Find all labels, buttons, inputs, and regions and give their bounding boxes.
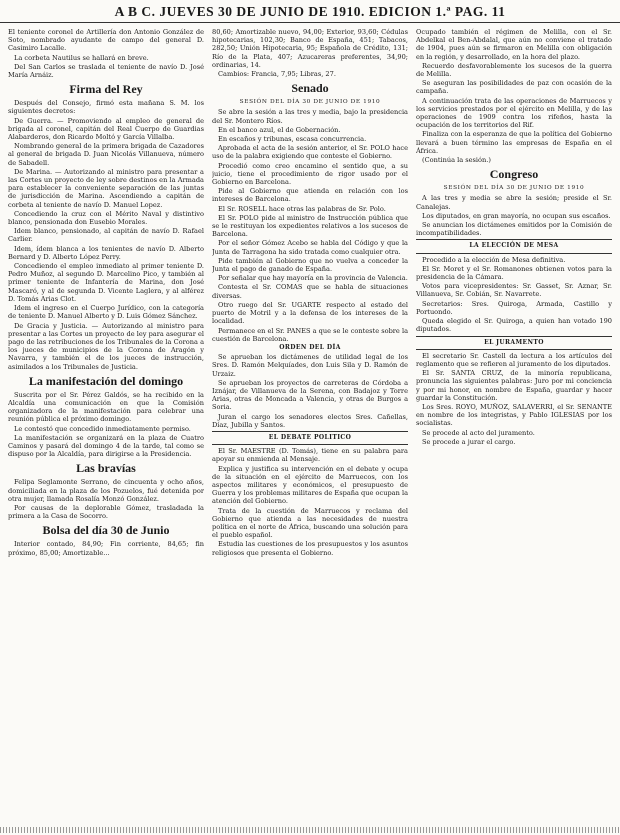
heading-senado: Senado [291,81,329,96]
paragraph: El Sr. POLO pide al ministro de Instrucción pública que se le restituyan los expedientes relativos a los sucesos de Barcelona. [212,213,408,239]
paragraph: La corbeta Nautilus se hallará en breve. [14,53,149,62]
paragraph: Se aprueban los dictámenes de utilidad legal de los Sres. D. Ramón Melquíades, don Luis Sila y D. Ramón de Urzaiz. [212,353,408,378]
paragraph: El secretario Sr. Castell da lectura a los artículos del reglamento que se refieren al juramento de los diputados. [416,351,612,368]
paragraph: Los diputados, en gran mayoría, no ocupan sus escaños. [422,211,611,220]
paragraph: Después del Consejo, firmó esta mañana S. M. los siguientes decretos: [8,99,204,116]
paragraph: Secretarios: Sres. Quiroga, Armada, Castillo y Portuondo. [416,299,612,316]
paragraph: Se procede al acto del juramento. [422,428,535,437]
paragraph: De Marina. — Autorizando al ministro para presentar a las Cortes un proyecto de ley sobre destinos en la Armada para establecer la conveniente separación de las juntas de jurisdicción de Marina. Ascendiendo a capitán de corbeta al teniente de navío D. Manuel Lopez. [8,167,204,209]
paragraph: Idem, ídem blanca a los tenientes de navío D. Alberto Bernard y D. Alberto López Perry. [8,244,204,261]
column-2 [212,28,408,823]
paragraph: Ocupado también el régimen de Melilla, con el Sr. Abdelkal el Ben-Abdalal, que aún no conviene el tratado de 1904, pues aún se firmaron en Melilla con obligación en la región, y desarrollado, en la hora del plazo. [416,28,612,61]
divider [212,431,408,432]
paragraph: Los Sres. ROYO, MUÑOZ, SALAVERRI, el Sr. SENANTE en nombre de los integristas, y Pablo IGLESIAS por los socialistas. [416,402,612,428]
paragraph: Finaliza con la esperanza de que la política del Gobierno llevará a buen término las empresas de España en el África. [416,130,612,155]
paragraph: El teniente coronel de Artillería don Antonio González de Soto, nombrado ayudante de campo del general D. Casimiro Lacalle. [8,28,204,53]
paragraph: Se anuncian los dictámenes emitidos por la Comisión de incompatibilidades. [416,221,612,238]
paragraph: De Gracia y Justicia. — Autorizando al ministro para presentar a las Cortes un proyecto de ley para asegurar el pago de las retribuciones de los Tribunales de la Corona a los jueces de municipios de la Corona de Aragón y Navarra, y también el de los jueces de instrucción, asimilados a los Tribunales de Justicia. [8,321,204,371]
paragraph: Permanece en el Sr. PANES a que se le conteste sobre la cuestión de Barcelona. [212,326,408,343]
paragraph: Contesta el Sr. COMAS que se habla de situaciones diversas. [212,283,408,300]
paragraph: Por causas de la deplorable Gómez, trasladada la primera a la Casa de Socorro. [8,503,204,521]
paragraph: Aprobada el acta de la sesión anterior, el Sr. POLO hace uso de la palabra exigiendo que conteste el Gobierno. [212,144,408,161]
paragraph: Juran el cargo los senadores electos Sres. Cañellas, Díaz, Jubilla y Santos. [212,412,408,429]
paragraph: Otro ruego del Sr. UGARTE respecto al estado del puerto de Motril y a la defensa de los intereses de la localidad. [212,300,408,326]
paragraph: Idem el ingreso en el Cuerpo Jurídico, con la categoría de teniente D. Manuel Alberto y D. Luis Gómez Sánchez. [8,304,204,321]
paragraph: A las tres y media se abre la sesión; preside el Sr. Canalejas. [416,194,612,211]
orden-del-dia-heading: ORDEN DEL DÍA [279,343,341,351]
paragraph: Pide también al Gobierno que no vuelva a conceder la Junta el pago de ganado de España. [212,256,408,274]
paragraph: Explica y justifica su intervención en el debate y ocupa de la situación en el ejército de Marruecos, con los aspectos militares y económicos, el presupuesto de Guerra y los problemas militares de España que ocupan la atención del Gobierno. [212,464,408,506]
paragraph: 80,60; Amortizable nuevo, 94,00; Exterior, 93,60; Cédulas hipotecarias, 102,30; Banco de España, 451; Tabacos, 282,50; Unión Hipotecaria, 95; Española de Crédito, 131; Río de la Plata, 407; Azucareras preferentes, 34,90; ordinarias, 14. [212,28,408,69]
divider [416,349,612,350]
page-edge-scan-marks [0,827,620,833]
juramento-heading: EL JURAMENTO [484,338,544,346]
divider [416,253,612,254]
heading-firma-del-rey: Firma del Rey [69,82,143,97]
paragraph: Se aprueban los proyectos de carreteras de Córdoba a Iznájar, de Villanueva de la Serena, con Badajoz y Torre Arias, otras de Moncada a Valencia, y otras de Burgos a Soria. [212,378,408,412]
eleccion-de-mesa-heading: LA ELECCIÓN DE MESA [469,242,559,250]
paragraph: La manifestación se organizará en la plaza de Cuatro Caminos y pasará del domingo 4 de la tarde, tal como se dispuso por la Alcaldía, para dirigirse a la Presidencia. [8,433,204,459]
divider [212,444,408,445]
paragraph: Concediendo el empleo inmediato al primer teniente D. Pedro Muñoz, al segundo D. Marcelino Pico, y también al primer teniente de Infantería de Marina, don José Mascaró, y al de segunda D. Vicente Laglera, y al alférez D. Tomás Arias Clot. [8,262,204,303]
paragraph: Procedido a la elección de Mesa definitiva. [422,255,566,264]
paragraph: Estudia las cuestiones de los presupuestos y los asuntos religiosos que presenta el Gobierno. [212,540,408,557]
paragraph: El Sr. ROSELL hace otras las palabras de Sr. Polo. [218,204,386,213]
paragraph: En escaños y tribunas, escasa concurrencia. [218,135,367,144]
paragraph: Idem blanco, pensionado, al capitán de navío D. Rafael Carlier. [8,227,204,244]
page-header: A B C. JUEVES 30 DE JUNIO DE 1910. EDICION 1.ª PAG. 11 [0,2,620,23]
heading-las-bravias: Las bravías [76,461,136,476]
paragraph: Concediendo la cruz con el Mérito Naval y distintivo blanco, pensionada don Eusebio Morales. [8,209,204,227]
paragraph: Se procede a jurar el cargo. [422,437,516,446]
paragraph: Por el señor Gómez Acebo se habla del Código y que la Junta de Tarragona ha sido tratada como cualquier otra. [212,239,408,256]
paragraph: Se aseguran las posibilidades de paz con ocasión de la campaña. [416,79,612,96]
column-1 [8,28,204,823]
paragraph: El Sr. SANTA CRUZ, de la minoría republicana, pronuncia las siguientes palabras: Juro por mi conciencia y por mi honor, en nombre de España, guardar y hacer guardar la Constitución. [416,369,612,402]
paragraph: Cambios: Francia, 7,95; Libras, 27. [218,70,336,79]
paragraph: Nombrando general de la primera brigada de Cazadores al general de brigada D. Juan Nicolás Villanueva, número de Sabadell. [8,142,204,167]
column-3 [416,28,612,823]
paragraph: Se abre la sesión a las tres y media, bajo la presidencia del Sr. Montero Ríos. [212,108,408,125]
paragraph: Queda elegido el Sr. Quiroga, a quien han votado 190 diputados. [416,317,612,334]
heading-congreso: Congreso [489,167,539,182]
paragraph: Suscrita por el Sr. Pérez Galdós, se ha recibido en la Alcaldía una comunicación en que la Comisión organizadora de la manifestación para celebrar una reunión pública el próximo domingo. [8,390,204,424]
heading-bolsa: Bolsa del día 30 de Junio [42,523,170,538]
session-line: SESIÓN DEL DÍA 30 DE JUNIO DE 1910 [443,185,585,192]
paragraph: De Guerra. — Promoviendo al empleo de general de brigada al coronel, capitán del Real Cuerpo de Guardias Alabarderos, don Ricardo Moltó y García Villalba. [8,116,204,142]
paragraph: Votos para vicepresidentes: Sr. Gasset, Sr. Aznar, Sr. Villanueva, Sr. Cobián, Sr. Navarrete. [416,282,612,299]
paragraph: Trata de la cuestión de Marruecos y reclama del Gobierno que atienda a las necesidades de nuestra política en el norte de África, buscando una solución para el pueblo español. [212,506,408,540]
divider [416,239,612,240]
session-line: SESIÓN DEL DÍA 30 DE JUNIO DE 1910 [239,99,381,106]
paragraph: Interior contado, 84,90; Fin corriente, 84,65; fin próximo, 85,00; Amortizable... [8,540,204,557]
heading-manifestacion: La manifestación del domingo [28,373,184,388]
paragraph: Procedió como creo encamino el sentido que, a su juicio, tiene el procedimiento de rigor usado por el Gobierno en Barcelona. [212,161,408,187]
debate-politico-heading: EL DEBATE POLITICO [268,433,352,441]
paragraph: Del San Carlos se traslada el teniente de navío D. José María Arnáiz. [8,62,204,80]
paragraph: El Sr. Moret y el Sr. Romanones obtienen votos para la presidencia de la Cámara. [416,264,612,282]
paragraph: (Continúa la sesión.) [422,156,491,165]
divider [416,336,612,337]
paragraph: El Sr. MAESTRE (D. Tomás), tiene en su palabra para apoyar su enmienda al Mensaje. [212,447,408,464]
paragraph: A continuación trata de las operaciones de Marruecos y los servicios prestados por el ejército en Melilla, y de las operaciones de 1909 contra los rifeños, hasta la ocupación de los territorios del Rif. [416,96,612,130]
paragraph: Le contestó que concedido inmediatamente permiso. [14,424,191,433]
paragraph: Pide al Gobierno que atienda en relación con los intereses de Barcelona. [212,187,408,204]
paragraph: Por señalar que hay mayoría en la provincia de Valencia. [218,274,408,283]
paragraph: Felipa Seglamonte Serrano, de cincuenta y ocho años, domiciliada en la plaza de los Pozuelos, fué detenida por otra mujer, llamada Rosalía Monzó González. [8,478,204,503]
paragraph: Recuerdo desfavorablemente los sucesos de la guerra de Melilla. [416,61,612,79]
paragraph: En el banco azul, el de Gobernación. [218,125,341,134]
